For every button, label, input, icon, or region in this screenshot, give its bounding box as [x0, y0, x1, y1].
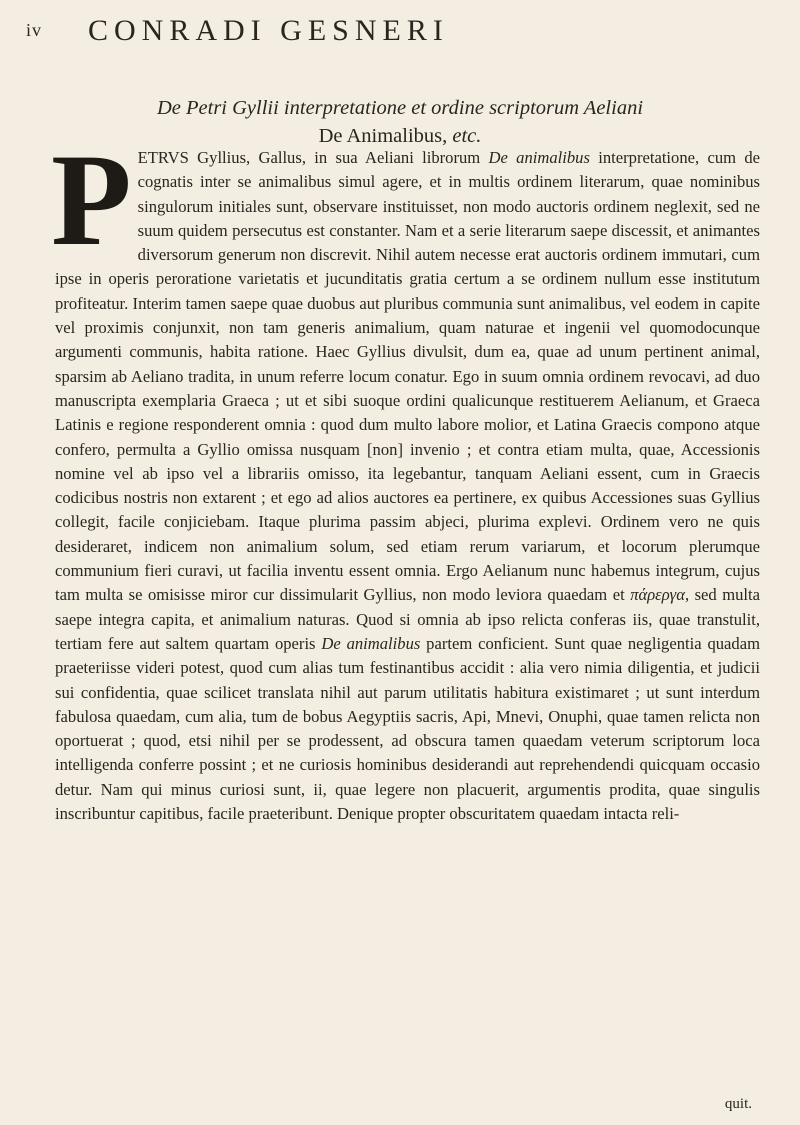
body-seg-5: , sed multa saepe integra capita, et animalium naturas. Quod si omnia ab ipso relicta conferas iis, quae transtulit, tertiam fere aut saltem quartam operis	[55, 585, 760, 653]
folio-number: iv	[26, 20, 43, 40]
body-seg-4-greek: πάρεργα	[630, 585, 685, 605]
drop-cap: P	[51, 126, 132, 273]
catchword: quit.	[724, 1096, 752, 1112]
section-heading	[40, 94, 760, 150]
heading-line-1: De Petri Gyllii interpretatione et ordine scriptorum Aeliani	[156, 97, 644, 119]
body-text	[51, 126, 760, 826]
body-seg-3: interpretatione, cum de cognatis inter se animalibus simul agere, et in multis ordinem literarum, quae nominibus singulorum initiales sunt, observare instituisset, non modo auctoris ordinem neglexit, sed ne suum quidem persecutus est constanter. Nam et a serie literarum saepe discessit, et animantes diversorum generum non discrevit. Nihil autem necesse erat auctoris ordinem immutari, cum ipse in operis peroratione varietatis et jucunditatis gratia certum a se ordinem nullum esse institutum profiteatur. Interim tamen saepe quae duobus aut pluribus communia sunt animalibus, vel eodem in capite vel proximis conjunxit, non tam generis animalium, quam naturae et ingenii vel quomodocunque argumenti communis, habita ratione. Haec Gyllius divulsit, dum ea, quae ad unum pertinent animal, sparsim ab Aeliano tradita, in unum referre locum conatur. Ego in suum omnia ordinem revocavi, ad duo manuscripta exemplaria Graeca ; ut et sibi suoque ordini qualicunque restituerem Aelianum, et Graeca Latinis e regione responderent omnia : quod dum multo labore molior, et Latina Graecis compono atque confero, permulta a Gyllio omissa nusquam [non] invenio ; et contra etiam multa, quae, Accessionis nomine vel ab ipso vel a librariis omisso, ita legebantur, tanquam Aeliani essent, cum in Graecis codicibus nostris non extarent ; et ego ad alios auctores ea pertinere, ex quibus Accessiones suas Gyllius collegit, facile conjiciebam. Itaque plurima passim abjeci, plurima explevi. Ordinem vero ne quis desideraret, indicem non animalium solum, sed etiam rerum variarum, et locorum plerumque communium fieri curavi, ut facilia inventu essent omnia. Ergo Aelianum nunc habemus integrum, cujus tam multa se omisisse miror cur dissimularit Gyllius, non modo leviora quaedam et	[55, 148, 760, 605]
body-seg-2-title: De animalibus	[488, 148, 590, 167]
page-header	[26, 12, 774, 52]
running-title: CONRADI GESNERI	[88, 14, 449, 47]
body-seg-6-title: De animalibus	[321, 633, 421, 653]
body-seg-1: ETRVS Gyllius, Gallus, in sua Aeliani librorum	[137, 148, 489, 167]
heading-line-2-etc: etc.	[452, 125, 482, 147]
heading-line-2-text: De Animalibus,	[318, 125, 453, 147]
body-seg-7: partem conficient. Sunt quae negligentia quadam praeteriisse videri potest, quod cum alias tum festinantibus accidit : alia vero nimia diligentia, et judicii sui confidentia, quae scilicet translata nihil aut parum utilitatis habitura existimaret ; ut sunt interdum fabulosa quaedam, cum alia, tum de bobus Aegyptiis sacris, Api, Mnevi, Onuphi, quae tamen relicta non oportuerat ; quod, etsi nihil per se prodessent, ad obscura tamen quaedam veterum scriptorum loca intelligenda conferre possint ; et ne curiosis hominibus desiderandi aut reprehendendi quicquam occasio detur. Nam qui minus curiosi sunt, ii, quae legere non placuerit, argumentis prodita, quae singulis inscribuntur capitibus, facile praeteribunt. Denique propter obscuritatem quaedam intacta reli-	[55, 633, 760, 824]
